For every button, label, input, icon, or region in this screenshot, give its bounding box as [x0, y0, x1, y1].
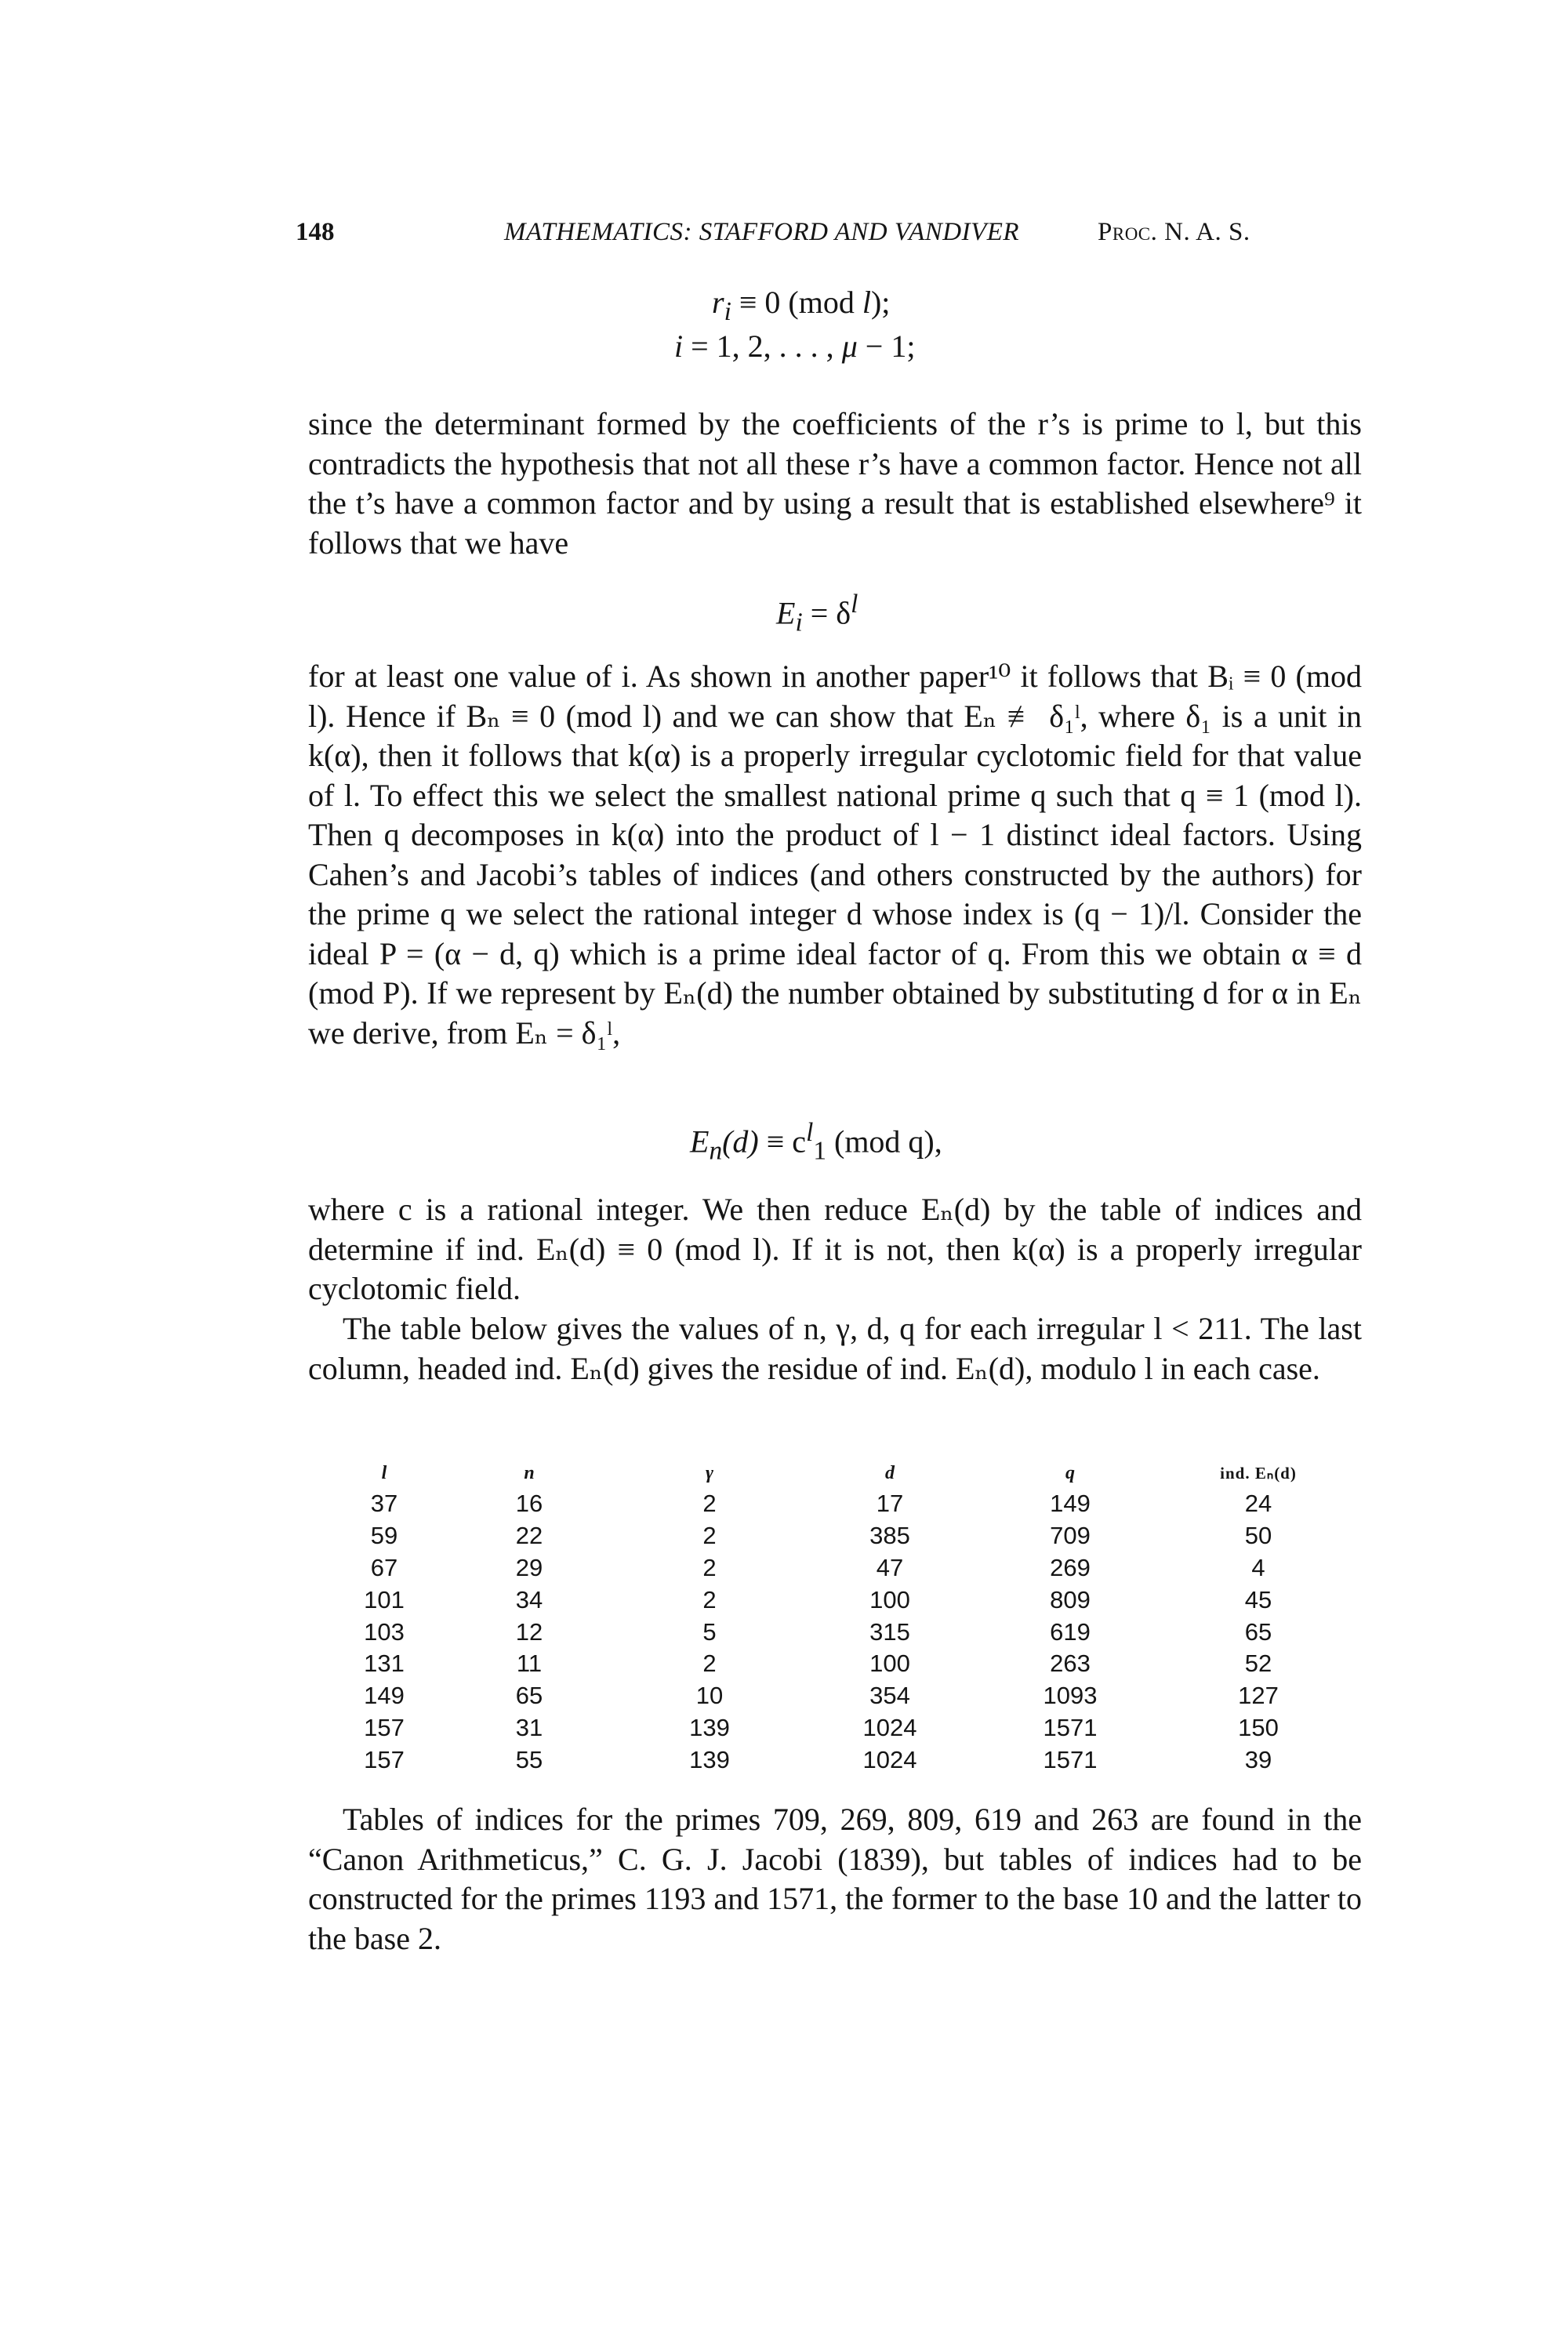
table-cell: 709 [1050, 1522, 1091, 1550]
table-cell: 2 [702, 1585, 717, 1613]
table-cell: 59 [370, 1522, 398, 1550]
table-cell: 37 [370, 1490, 398, 1518]
table-cell: 100 [869, 1650, 910, 1678]
table-cell: 1571 [1043, 1713, 1098, 1741]
table-row [329, 1744, 1356, 1776]
col-header-gamma: γ [706, 1462, 713, 1483]
table-cell: 65 [1244, 1617, 1272, 1646]
table-header-row [329, 1458, 1356, 1488]
table-cell: 16 [515, 1490, 543, 1518]
paragraph-5: Tables of indices for the primes 709, 269, 809, 619 and 263 are found in the “Canon Arithmeticus,” C. G. J. Jacobi (1839), but tables of indices had to be constructed for the primes 1193 and 1571, the former to the base 10 and the latter to the base 2. [308, 1802, 1362, 1956]
table-cell: 22 [515, 1522, 543, 1550]
paragraph-3: where c is a rational integer. We then reduce Eₙ(d) by the table of indices and determine if ind. Eₙ(d) ≡ 0 (mod l). If it is not, then k(α) is a properly irregular cyclotomic field. [308, 1192, 1362, 1306]
running-title: MATHEMATICS: STAFFORD AND VANDIVER [504, 218, 1020, 246]
table-row [329, 1712, 1356, 1744]
table-cell: 809 [1050, 1585, 1091, 1613]
paragraph-2: for at least one value of i. As shown in another paper¹⁰ it follows that Bᵢ ≡ 0 (mod l). Hence if Bₙ ≡ 0 (mod l) and we can show that Eₙ ≢ δ₁ˡ, where δ₁ is a unit in k(α), then it follows that k(α) is a properly irregular cyclotomic field for that value of l. To effect this we select the smallest national prime q such that q ≡ 1 (mod l). Then q decomposes in k(α) into the product of l − 1 distinct ideal factors. Using Cahen’s and Jacobi’s tables of indices (and others constructed by the authors) for the prime q we select the rational integer d whose index is (q − 1)/l. Consider the ideal P = (α − d, q) which is a prime ideal factor of q. From this we obtain α ≡ d (mod P). If we represent by Eₙ(d) the number obtained by substituting d for α in Eₙ we derive, from Eₙ = δ₁ˡ, [308, 659, 1362, 1051]
col-header-ind-en: ind. Eₙ(d) [1220, 1463, 1297, 1483]
table-cell: 11 [516, 1650, 543, 1678]
table-cell: 263 [1050, 1650, 1091, 1678]
table-cell: 29 [515, 1553, 543, 1581]
table-cell: 1571 [1043, 1745, 1098, 1773]
table-cell: 2 [702, 1553, 717, 1581]
table-cell: 34 [515, 1585, 543, 1613]
table-cell: 52 [1244, 1650, 1272, 1678]
table-row [329, 1488, 1356, 1520]
table-cell: 12 [515, 1617, 543, 1646]
table-row [329, 1648, 1356, 1680]
table-cell: 55 [515, 1745, 543, 1773]
table-cell: 149 [1050, 1490, 1091, 1518]
table-cell: 150 [1238, 1713, 1279, 1741]
table-cell: 67 [370, 1553, 398, 1581]
table-cell: 2 [702, 1650, 717, 1678]
table-cell: 4 [1251, 1553, 1265, 1581]
col-header-d: d [885, 1462, 895, 1483]
table-cell: 139 [689, 1713, 730, 1741]
table-cell: 1024 [862, 1713, 917, 1741]
table-cell: 65 [515, 1682, 543, 1710]
table-row [329, 1616, 1356, 1648]
col-header-l: l [381, 1462, 387, 1483]
table-cell: 39 [1244, 1745, 1272, 1773]
table-cell: 50 [1244, 1522, 1272, 1550]
page-number: 148 [296, 218, 335, 246]
table-cell: 2 [702, 1490, 717, 1518]
table-cell: 619 [1050, 1617, 1091, 1646]
table-cell: 1024 [862, 1745, 917, 1773]
table-cell: 385 [869, 1522, 910, 1550]
table-cell: 45 [1244, 1585, 1272, 1613]
paragraph-1: since the determinant formed by the coefficients of the r’s is prime to l, but this contradicts the hypothesis that not all these r’s have a common factor. Hence not all the t’s have a common factor and by using a result that is established elsewhere⁹ it follows that we have [308, 406, 1362, 561]
col-header-q: q [1065, 1462, 1075, 1483]
table-row [329, 1680, 1356, 1712]
table-cell: 47 [876, 1553, 904, 1581]
irregular-primes-table [329, 1458, 1356, 1776]
table-cell: 5 [702, 1617, 717, 1646]
table-cell: 149 [364, 1682, 405, 1710]
table-cell: 157 [364, 1745, 405, 1773]
table-cell: 103 [364, 1617, 405, 1646]
table-cell: 131 [364, 1650, 405, 1678]
journal-name: Proc. N. A. S. [1098, 218, 1250, 246]
table-cell: 315 [869, 1617, 910, 1646]
table-cell: 17 [876, 1490, 904, 1518]
table-cell: 101 [364, 1585, 405, 1613]
table-row [329, 1584, 1356, 1616]
table-cell: 157 [364, 1713, 405, 1741]
table-cell: 1093 [1043, 1682, 1098, 1710]
table-cell: 10 [695, 1682, 724, 1710]
table-cell: 269 [1050, 1553, 1091, 1581]
table-cell: 354 [869, 1682, 910, 1710]
paragraph-4: The table below gives the values of n, γ, d, q for each irregular l < 211. The last column, headed ind. Eₙ(d) gives the residue of ind. Eₙ(d), modulo l in each case. [308, 1311, 1362, 1386]
table-cell: 139 [689, 1745, 730, 1773]
table-cell: 24 [1244, 1490, 1272, 1518]
running-header [0, 218, 1568, 257]
col-header-n: n [524, 1462, 535, 1483]
table-cell: 2 [702, 1522, 717, 1550]
table-body [329, 1488, 1356, 1776]
table-cell: 127 [1238, 1682, 1279, 1710]
table-cell: 100 [869, 1585, 910, 1613]
table-row [329, 1520, 1356, 1552]
table-cell: 31 [515, 1713, 543, 1741]
table-row [329, 1552, 1356, 1584]
